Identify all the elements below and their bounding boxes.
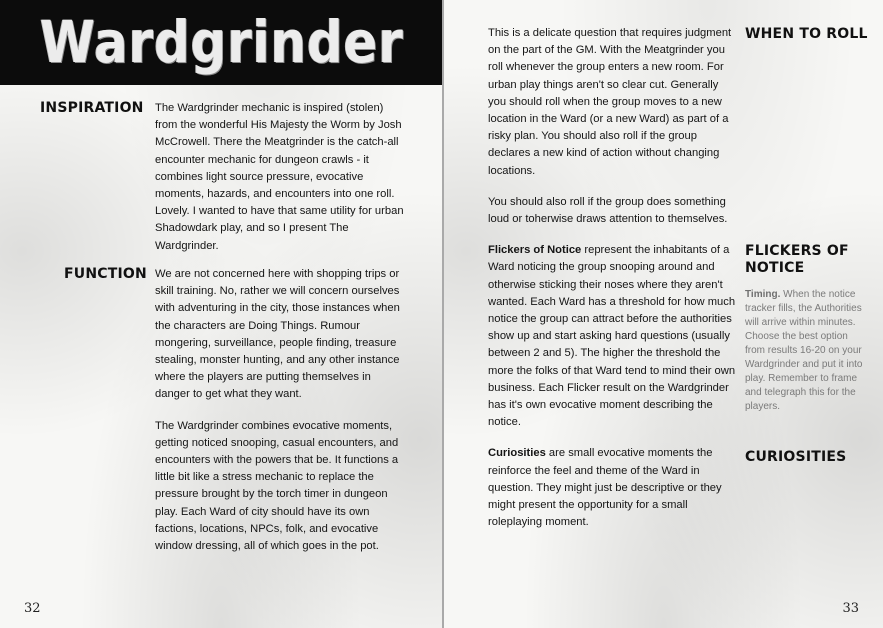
page-number-right: 33 xyxy=(842,601,859,616)
heading-inspiration: INSPIRATION xyxy=(40,100,144,116)
heading-flickers-of-notice xyxy=(745,243,849,277)
when-to-roll-paragraph: This is a delicate question that requires judgment on the part of the GM. With the Meatgrinder you roll whenever the group enters a new room. For urban play things aren't so clear cut. Generally you should roll when the group moves to a new location in the Ward (or a new Ward) as part of a risky plan. You should also roll if the group declares a new kind of action without changing locations. xyxy=(488,27,732,177)
loud-actions-paragraph: You should also roll if the group does something loud or toherwise draws attention to themselves. xyxy=(488,195,728,226)
right-page xyxy=(444,0,883,628)
curiosities-paragraph xyxy=(488,445,736,531)
heading-function: FUNCTION xyxy=(64,266,147,282)
title-banner xyxy=(0,0,442,85)
inspiration-text xyxy=(155,100,405,269)
function-text xyxy=(155,266,405,569)
heading-when-to-roll: WHEN TO ROLL xyxy=(745,26,868,42)
heading-flickers-line-2: NOTICE xyxy=(745,260,805,276)
curiosities-body: are small evocative moments the reinforce the feel and theme of the Ward in question. They might just be descriptive or they might present the opportunity for a small roleplaying moment. xyxy=(488,447,722,529)
curiosities-lead: Curiosities xyxy=(488,447,546,460)
page-number-left: 32 xyxy=(24,601,41,616)
page-title: Wardgrinder xyxy=(40,8,404,76)
timing-body: When the notice tracker fills, the Authorities will arrive within minutes. Choose the best option from results 16-20 on your Wardgrinder and put it into play. Remember to frame and telegraph this for the players. xyxy=(745,289,863,412)
heading-flickers-line-1: FLICKERS OF xyxy=(745,243,849,259)
flickers-lead: Flickers of Notice xyxy=(488,244,582,257)
flickers-paragraph xyxy=(488,242,736,431)
timing-sidebar-note xyxy=(745,288,863,414)
function-paragraph-1: We are not concerned here with shopping trips or skill training. No, rather we will concern ourselves with adventuring in the city, those instances when the characters are Doing Things. Rumour mongering, surveillance, people finding, treasure stealing, monster hunting, and any other instance where the players are putting themselves in danger to get what they want. xyxy=(155,268,400,401)
main-column xyxy=(488,25,736,545)
heading-curiosities: CURIOSITIES xyxy=(745,449,847,465)
inspiration-paragraph: The Wardgrinder mechanic is inspired (stolen) from the wonderful His Majesty the Worm by Josh McCrowell. There the Meatgrinder is the catch-all encounter mechanic for dungeon crawls - it combines light source pressure, evocative moments, hazards, and encounters into one roll. Lovely. I wanted to have that same utility for urban Shadowdark play, and so I present The Wardgrinder. xyxy=(155,102,404,252)
timing-lead: Timing. xyxy=(745,289,781,300)
function-paragraph-2: The Wardgrinder combines evocative moments, getting noticed snooping, casual encounters, and encounters with the powers that be. It functions a little bit like a stress mechanic to replace the pressure brought by the torch timer in dungeon play. Each Ward of city should have its own factions, locations, NPCs, folk, and evocative window dressing, all of which goes in the pot. xyxy=(155,419,399,553)
flickers-body: represent the inhabitants of a Ward noticing the group snooping around and otherwise sticking their noses where they aren't wanted. Each Ward has a threshold for how much notice the group can attract before the authorities show up and start asking hard questions (usually between 2 and 5). The higher the threshold the more the folks of that Ward tend to mind their own business. Each Flicker result on the Wardgrinder has it's own evocative moment describing the notice. xyxy=(488,244,736,429)
